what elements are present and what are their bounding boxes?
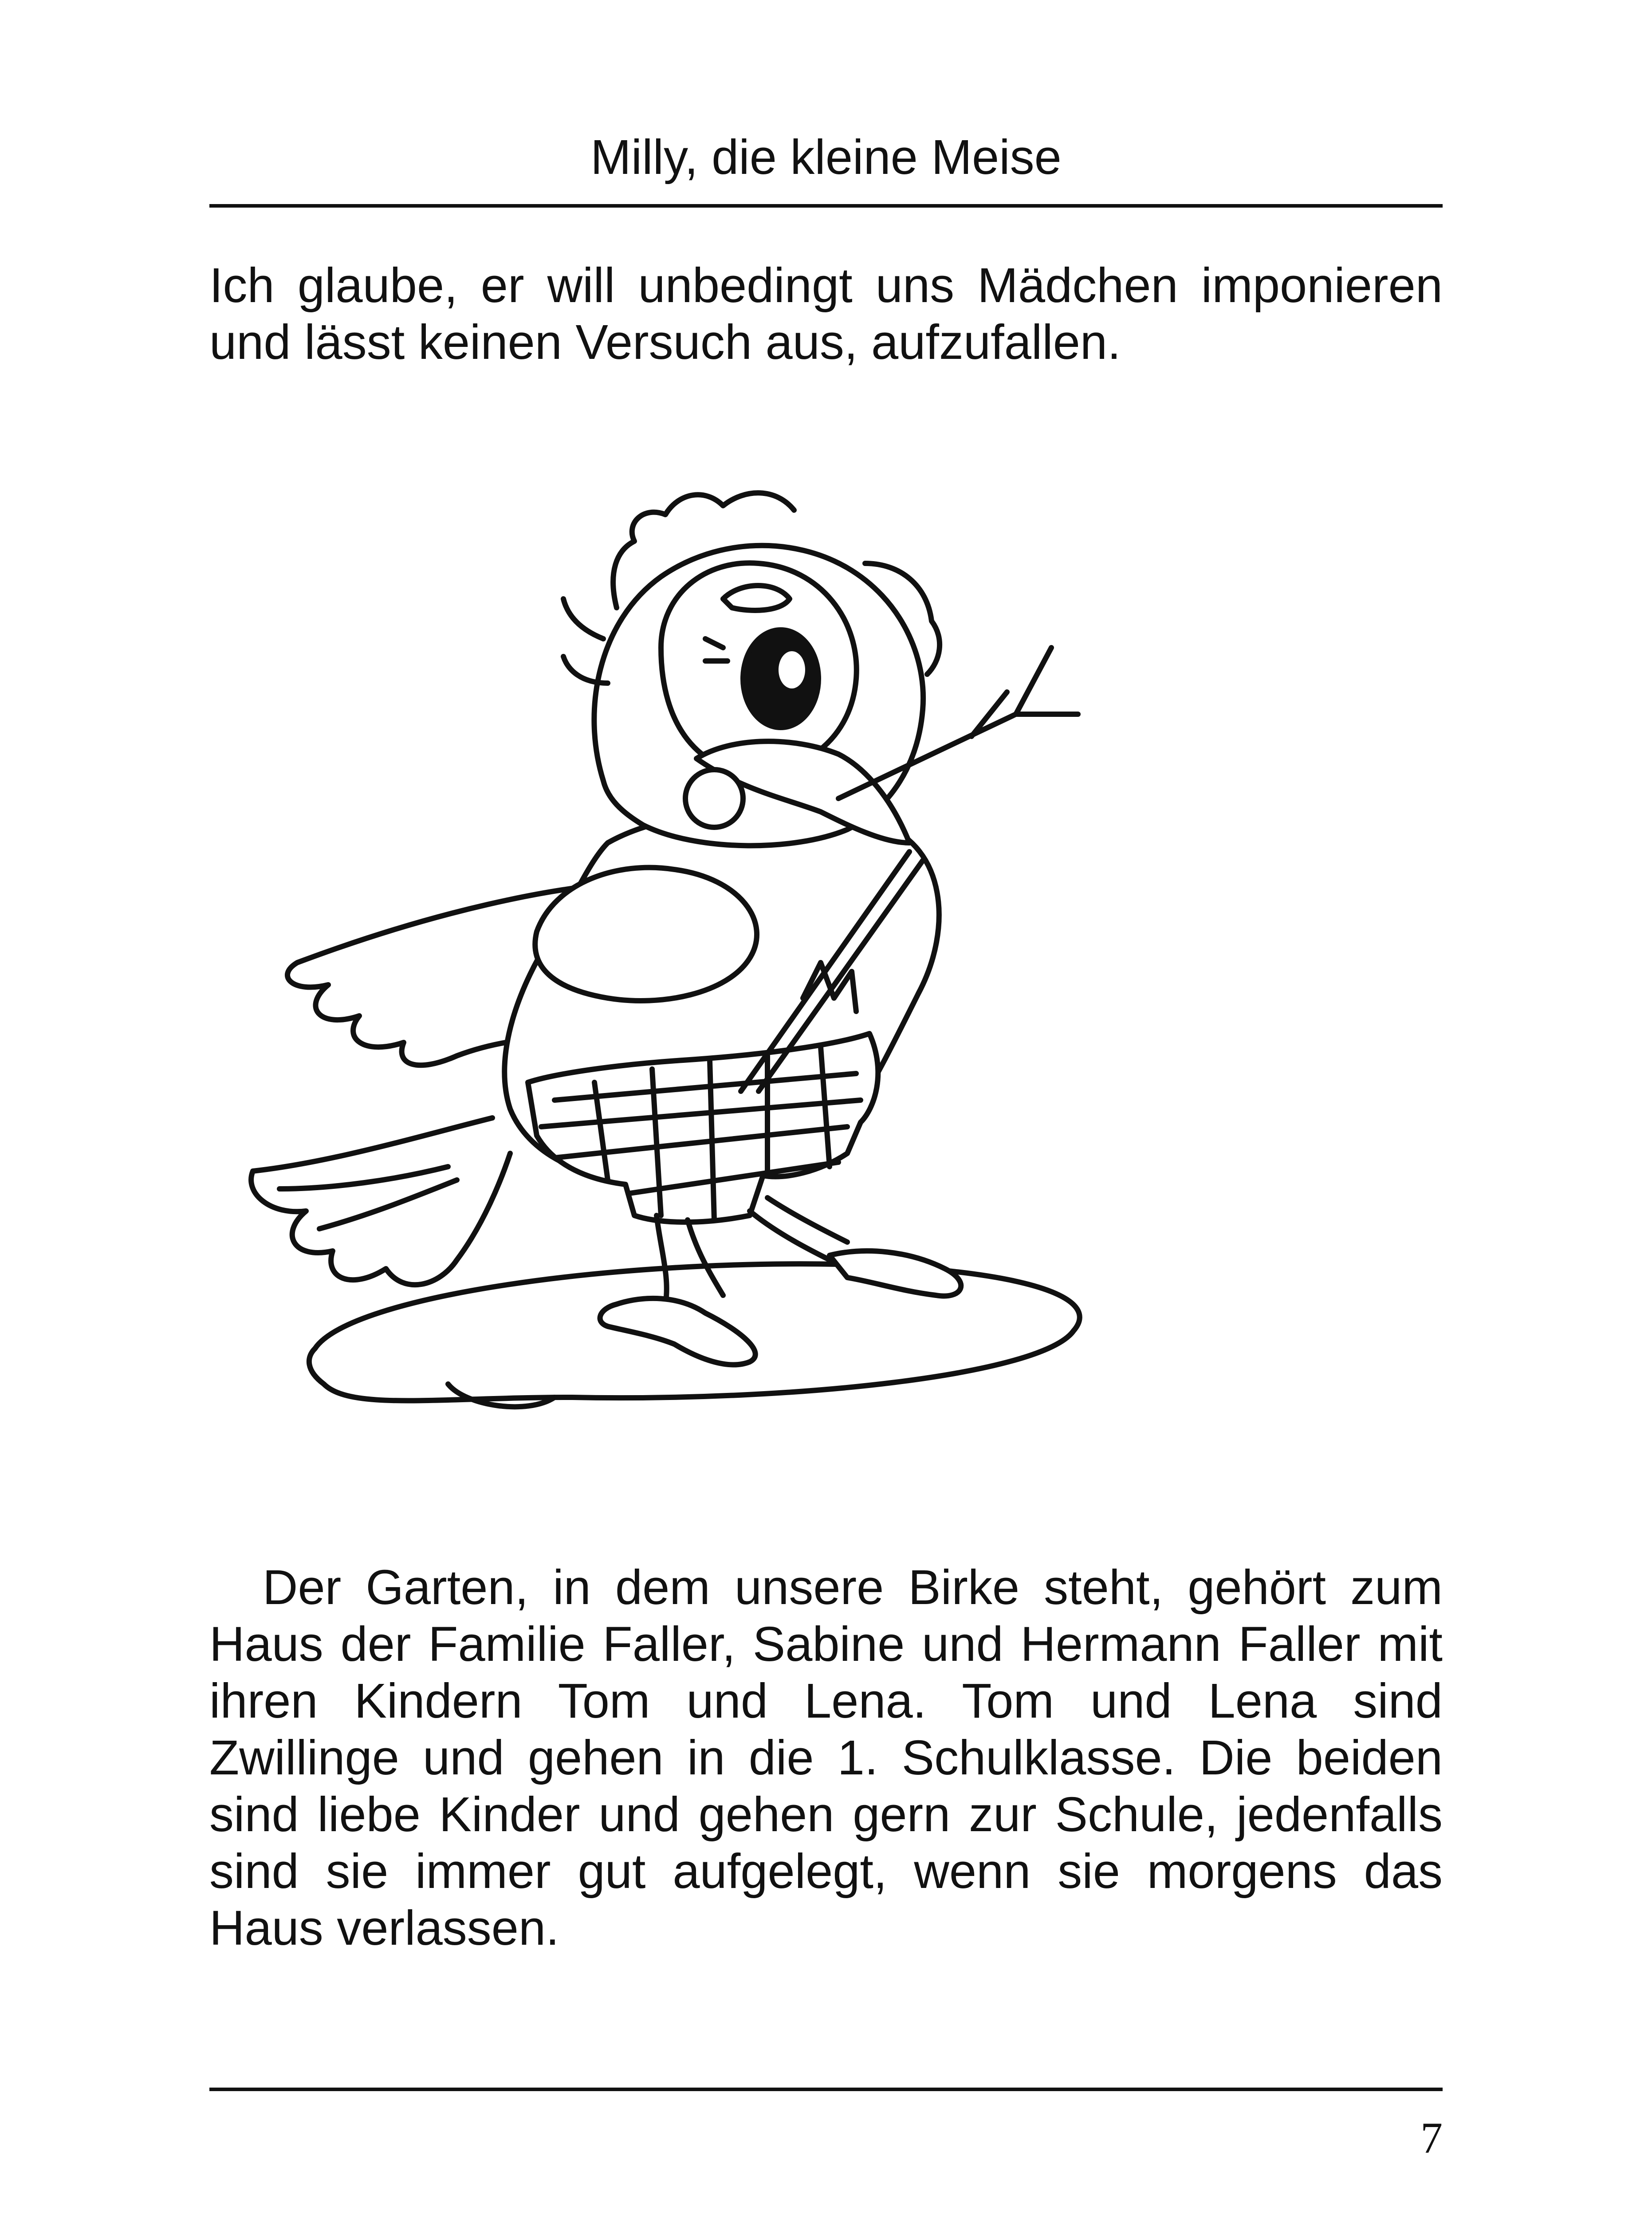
footer-rule	[209, 2088, 1443, 2091]
page-number: 7	[1420, 2113, 1443, 2163]
paragraph-1: Ich glaube, er will unbedingt uns Mädchen imponieren und lässt keinen Versuch aus, aufzufallen.	[209, 258, 1443, 370]
paragraph-2: Der Garten, in dem unsere Birke steht, gehört zum Haus der Familie Faller, Sabine und Hermann Faller mit ihren Kindern Tom und Lena. Tom und Lena sind Zwillinge und gehen in die 1. Schulklasse. Die beiden sind liebe Kinder und gehen gern zur Schule, jedenfalls sind sie immer gut aufgelegt, wenn sie morgens das Haus verlassen.	[209, 1560, 1443, 1955]
running-head-title: Milly, die kleine Meise	[590, 130, 1062, 185]
bird-with-twig-icon	[217, 461, 1127, 1459]
header-rule	[209, 204, 1443, 208]
